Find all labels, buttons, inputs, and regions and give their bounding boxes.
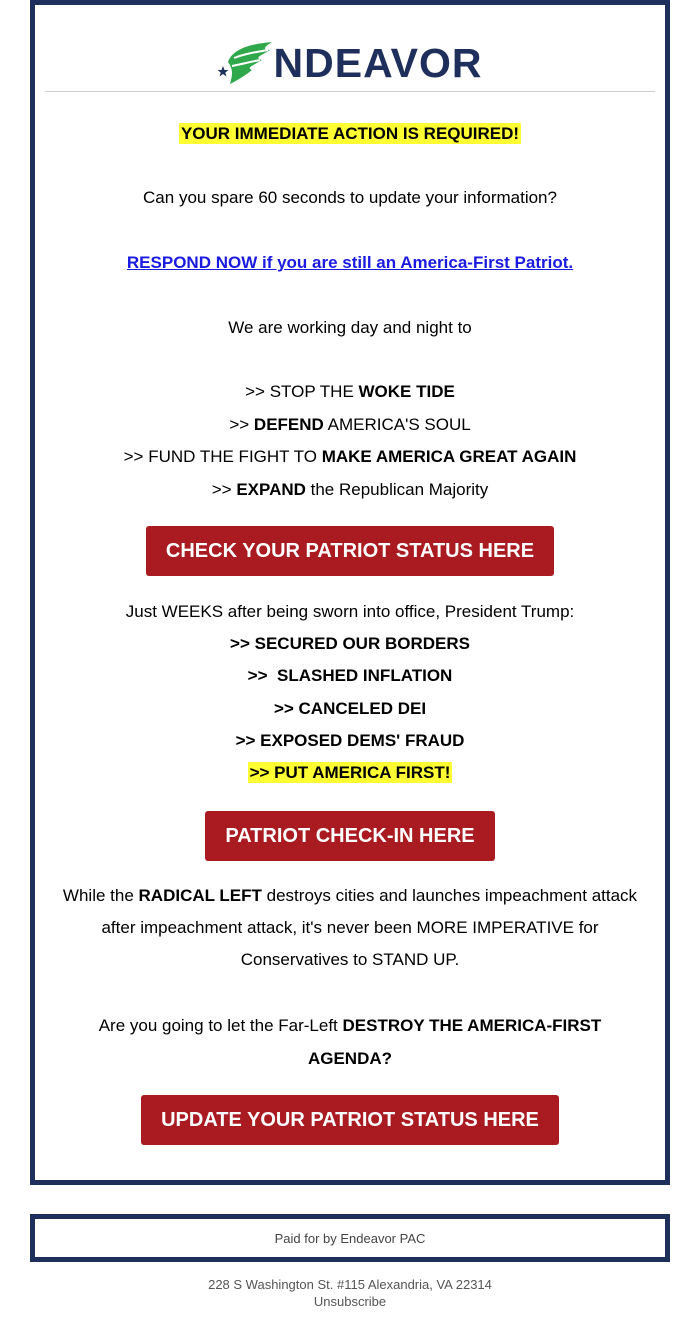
- respond-now-link[interactable]: RESPOND NOW if you are still an America-First Patriot.: [126, 253, 574, 272]
- goal-item: >> STOP THE WOKE TIDE: [245, 382, 455, 401]
- working-text: We are working day and night to: [228, 318, 472, 337]
- update-patriot-status-button[interactable]: UPDATE YOUR PATRIOT STATUS HERE: [141, 1095, 559, 1145]
- check-patriot-status-button[interactable]: CHECK YOUR PATRIOT STATUS HERE: [146, 526, 554, 576]
- radical-left-text-line: While the RADICAL LEFT destroys cities and launches impeachment attack: [62, 886, 638, 905]
- accomplishment-item: >> CANCELED DEI: [273, 699, 427, 718]
- paid-for-text: Paid for by Endeavor PAC: [274, 1230, 426, 1246]
- radical-left-text-line: Conservatives to STAND UP.: [240, 950, 460, 969]
- goal-item: >> DEFEND AMERICA'S SOUL: [229, 415, 471, 434]
- logo: [35, 35, 665, 91]
- weeks-text: Just WEEKS after being sworn into office, President Trump:: [125, 602, 575, 621]
- unsubscribe-row: [0, 1294, 700, 1310]
- header-divider: [45, 91, 655, 92]
- logo-text: NDEAVOR: [273, 39, 483, 86]
- accomplishment-item-highlighted: >> PUT AMERICA FIRST!: [249, 763, 451, 782]
- question-text-line: AGENDA?: [307, 1049, 393, 1068]
- paid-for-box: [30, 1214, 670, 1262]
- accomplishment-item: >> SLASHED INFLATION: [247, 666, 453, 685]
- intro-text: Can you spare 60 seconds to update your information?: [143, 188, 557, 207]
- headline: YOUR IMMEDIATE ACTION IS REQUIRED!: [180, 124, 520, 143]
- unsubscribe-link[interactable]: Unsubscribe: [313, 1294, 387, 1309]
- respond-link-row: [35, 252, 665, 274]
- address-text: 228 S Washington St. #115 Alexandria, VA 22314: [208, 1277, 492, 1292]
- goal-item: >> FUND THE FIGHT TO MAKE AMERICA GREAT AGAIN: [123, 447, 577, 466]
- goal-item: >> EXPAND the Republican Majority: [211, 480, 489, 499]
- accomplishment-item: >> EXPOSED DEMS' FRAUD: [235, 731, 465, 750]
- accomplishment-item: >> SECURED OUR BORDERS: [230, 634, 470, 653]
- email-card: [30, 0, 670, 1185]
- question-text-line: Are you going to let the Far-Left DESTROY THE AMERICA-FIRST: [98, 1016, 602, 1035]
- radical-left-text-line: after impeachment attack, it's never been MORE IMPERATIVE for: [101, 918, 599, 937]
- patriot-check-in-button[interactable]: PATRIOT CHECK-IN HERE: [205, 811, 495, 861]
- eagle-wing-logo-icon: [218, 38, 276, 88]
